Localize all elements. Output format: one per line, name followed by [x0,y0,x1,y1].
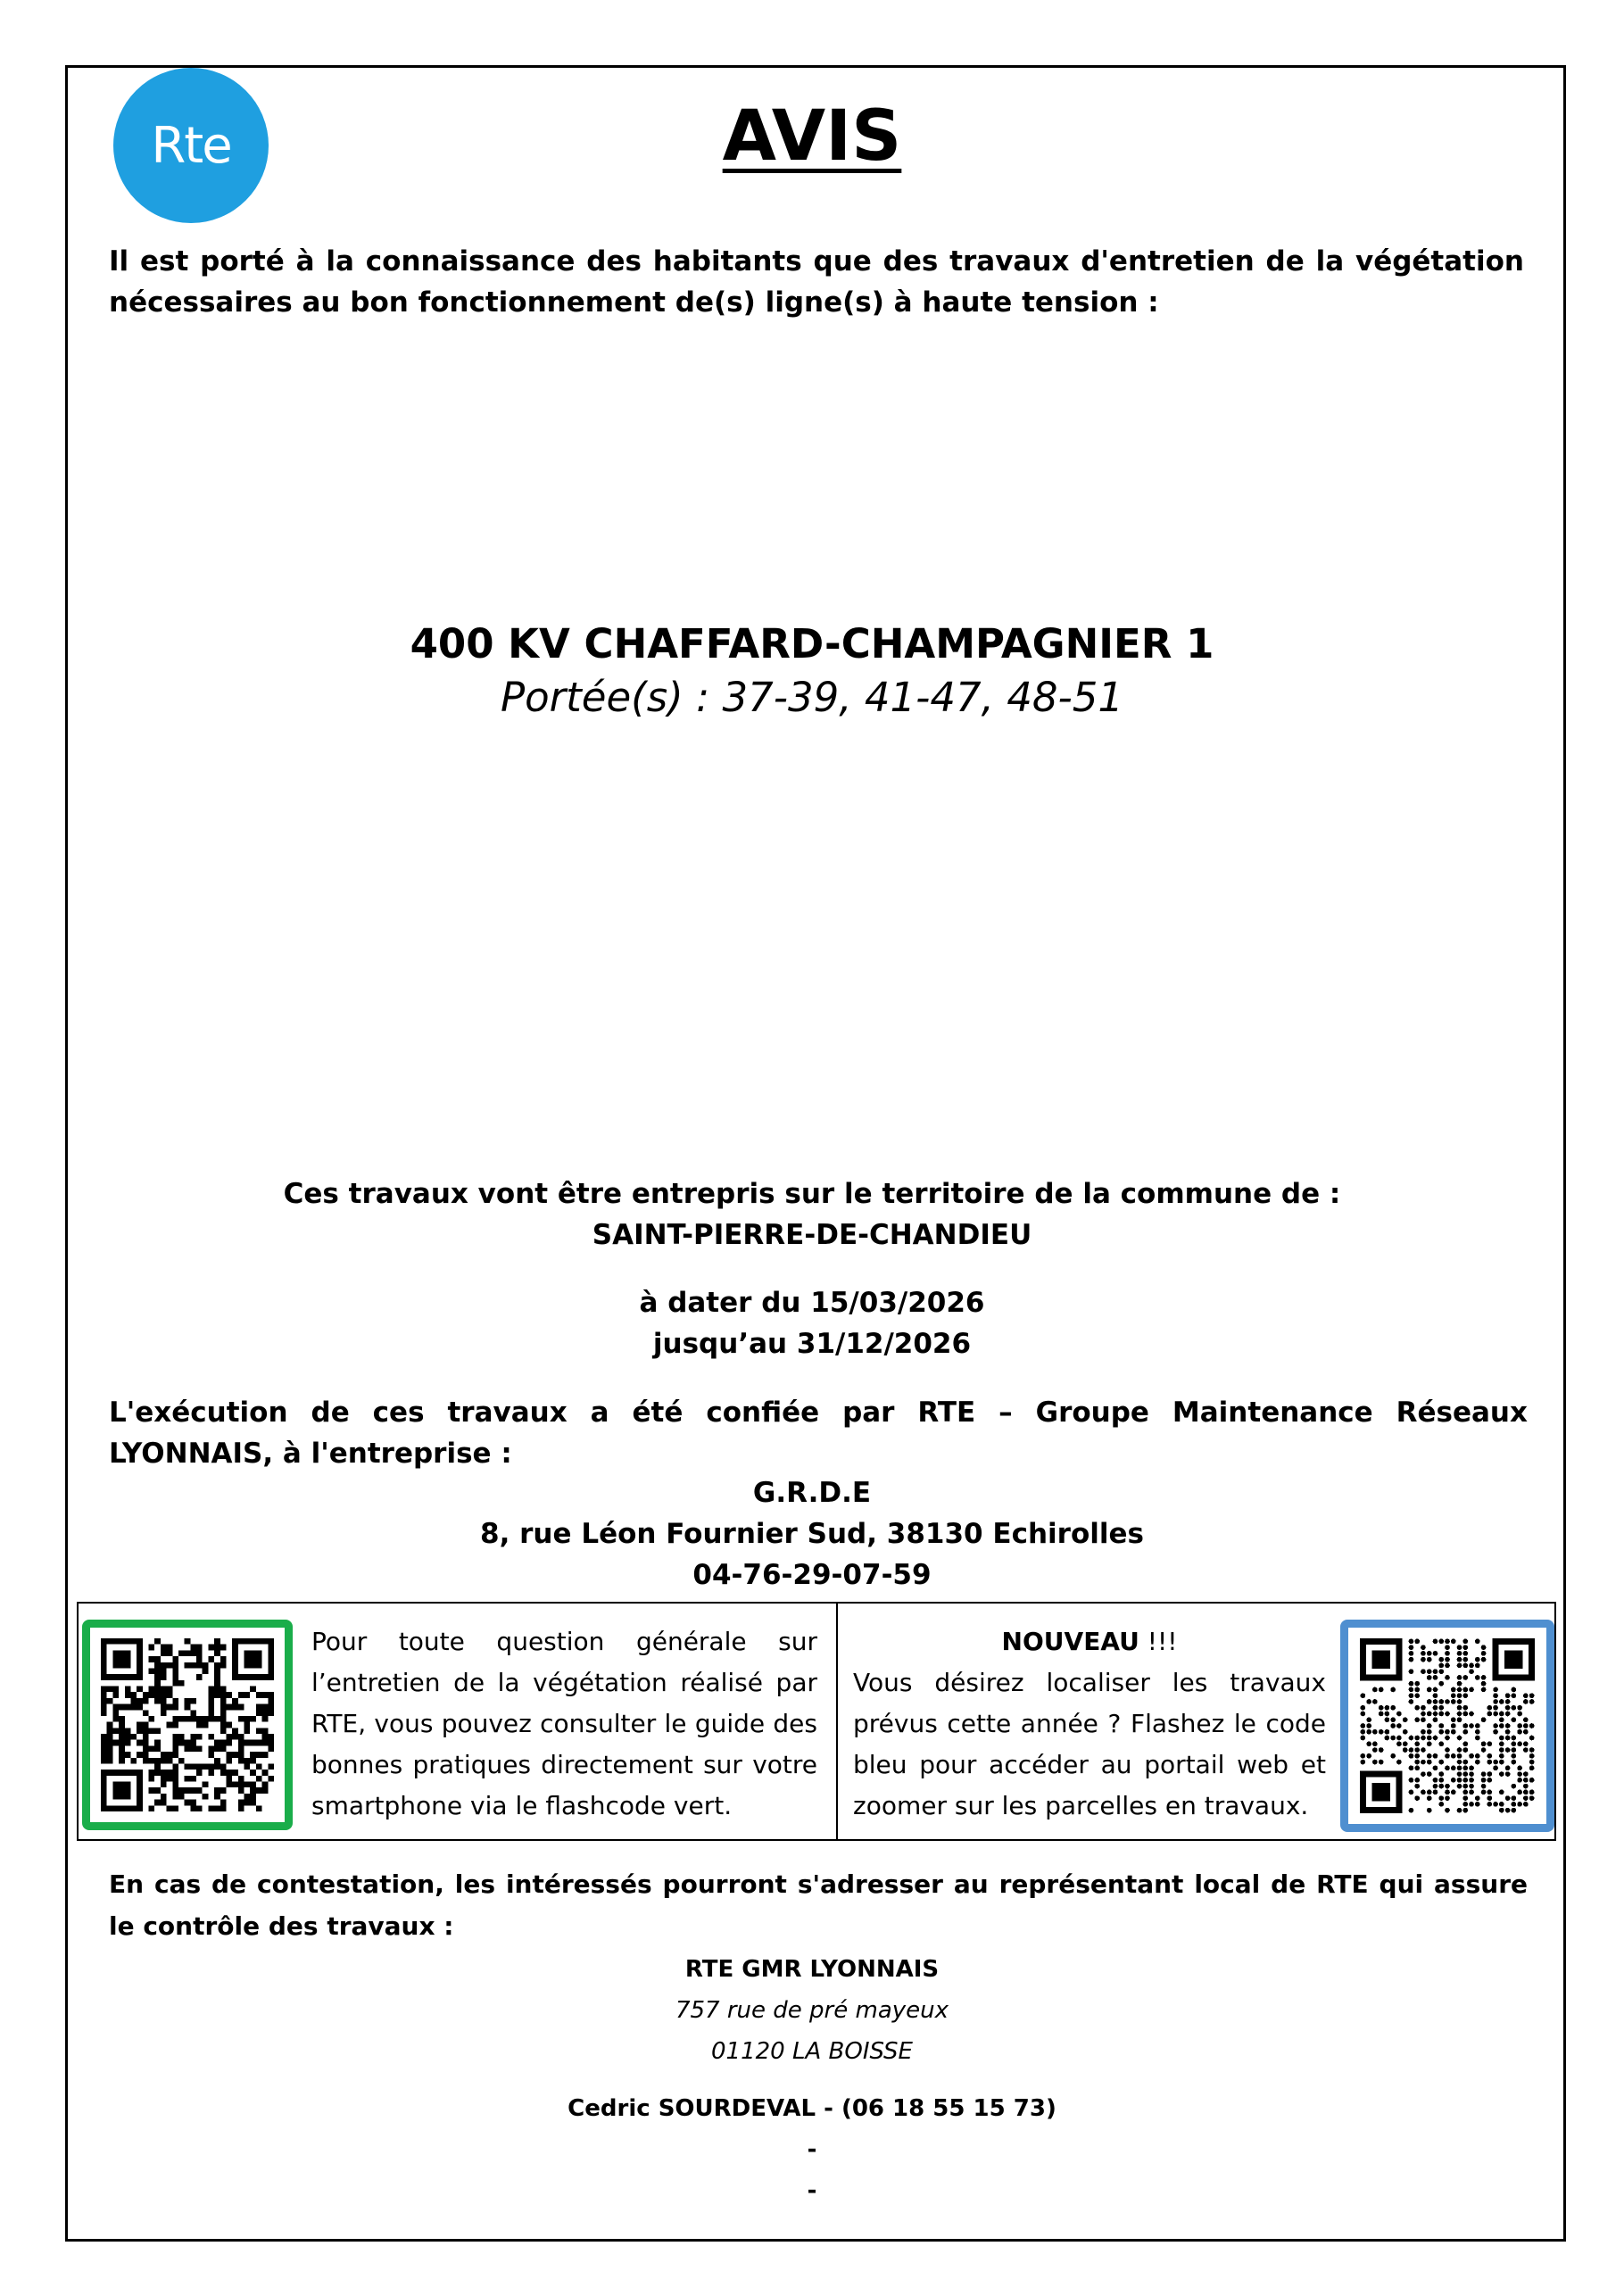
qr-green-pattern [101,1638,274,1811]
execution-paragraph: L'exécution de ces travaux a été confiée par RTE – Groupe Maintenance Réseaux LYONNAIS, à l'entreprise : [109,1397,1528,1470]
date-from: à dater du 15/03/2026 [639,1287,985,1319]
contact-dash-2: - [807,2177,817,2204]
company-phone: 04-76-29-07-59 [692,1559,932,1591]
new-text: Vous désirez localiser les travaux prévus cette année ? Flashez le code bleu pour accéder au portail web et zoomer sur les parcelles en travaux. [853,1668,1326,1820]
qr-info-table [77,1602,1556,1841]
contact-street: 757 rue de pré mayeux [675,1997,949,2024]
new-heading-bold: NOUVEAU [1001,1627,1139,1656]
contact-org: RTE GMR LYONNAIS [684,1956,940,1983]
new-heading-rest: !!! [1139,1627,1178,1656]
date-to: jusqu’au 31/12/2026 [652,1328,972,1360]
blue-qr-description [853,1621,1326,1827]
table-divider [836,1604,838,1839]
power-line-spans: Portée(s) : 37-39, 41-47, 48-51 [500,674,1123,721]
green-qr-code[interactable] [82,1620,293,1830]
commune-intro: Ces travaux vont être entrepris sur le territoire de la commune de : [283,1178,1341,1210]
contact-city: 01120 LA BOISSE [711,2038,913,2065]
company-name: G.R.D.E [752,1477,872,1509]
contact-dash-1: - [807,2136,817,2163]
blue-qr-code[interactable] [1340,1620,1554,1832]
qr-blue-pattern [1359,1638,1536,1813]
intro-paragraph: Il est porté à la connaissance des habitants que des travaux d'entretien de la végétation nécessaires au bon fonctionnement de(s) ligne(s) à haute tension : [109,245,1524,319]
new-heading [853,1621,1326,1662]
logo-text: Rte [151,116,231,175]
power-line-name: 400 KV CHAFFARD-CHAMPAGNIER 1 [410,620,1214,667]
notice-title: AVIS [722,96,902,177]
green-qr-description: Pour toute question générale sur l’entretien de la végétation réalisé par RTE, vous pouvez consulter le guide des bonnes pratiques directement sur votre smartphone via le flashcode vert. [311,1627,817,1820]
contest-paragraph: En cas de contestation, les intéressés pourront s'adresser au représentant local de RTE qui assure le contrôle des travaux : [109,1869,1528,1941]
company-address: 8, rue Léon Fournier Sud, 38130 Echirolles [480,1518,1144,1550]
contact-person: Cedric SOURDEVAL - (06 18 55 15 73) [568,2095,1056,2122]
commune-name: SAINT-PIERRE-DE-CHANDIEU [592,1219,1032,1251]
